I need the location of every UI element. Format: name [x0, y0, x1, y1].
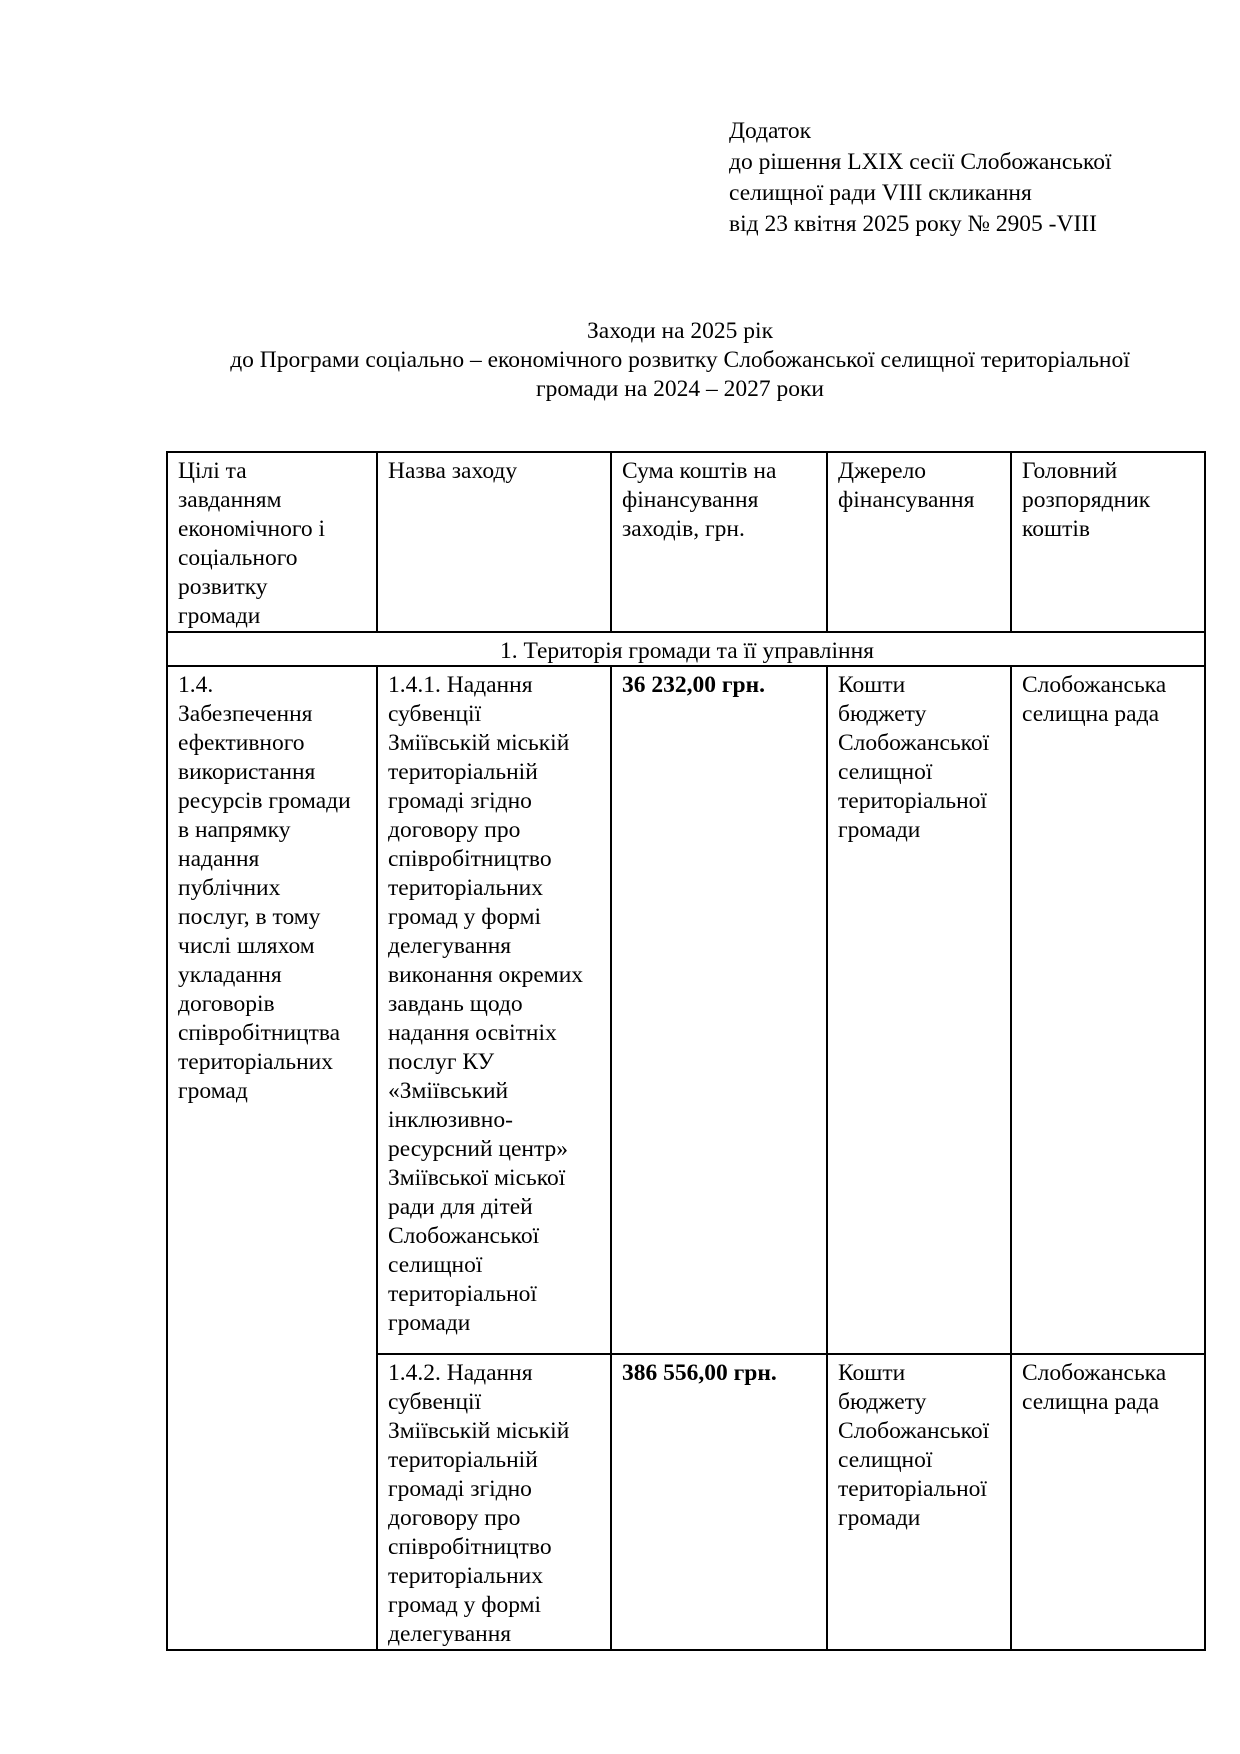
manager-cell: Слобожанська селищна рада — [1011, 1354, 1205, 1650]
title-line-3: громади на 2024 – 2027 роки — [536, 376, 824, 402]
amount-cell: 36 232,00 грн. — [611, 666, 827, 1354]
header-source: Джерело фінансування — [827, 452, 1011, 632]
measure-cell: 1.4.2. Надання субвенції Зміївській міській територіальній громаді згідно договору про співробітництво територіальних громад у формі делегування — [377, 1354, 611, 1650]
amount-cell: 386 556,00 грн. — [611, 1354, 827, 1650]
header-goals: Цілі та завданням економічного і соціального розвитку громади — [167, 452, 377, 632]
measure-cell: 1.4.1. Надання субвенції Зміївській міській територіальній громаді згідно договору про співробітництво територіальних громад у формі делегування виконання окремих завдань щодо надання освітніх послуг КУ «Зміївський інклюзивно- ресурсний центр» Зміївської міської ради для дітей Слобожанської селищної територіальної громади — [377, 666, 611, 1354]
table-header-row — [167, 452, 1205, 632]
source-cell: Кошти бюджету Слобожанської селищної територіальної громади — [827, 666, 1011, 1354]
appendix-line-2: до рішення LXIX сесії Слобожанської — [729, 149, 1112, 175]
manager-cell: Слобожанська селищна рада — [1011, 666, 1205, 1354]
source-cell: Кошти бюджету Слобожанської селищної територіальної громади — [827, 1354, 1011, 1650]
appendix-line-3: селищної ради VIII скликання — [729, 180, 1032, 206]
appendix-line-4: від 23 квітня 2025 року № 2905 -VIII — [729, 211, 1097, 237]
table-row — [167, 666, 1205, 1354]
header-measure: Назва заходу — [377, 452, 611, 632]
header-amount: Сума коштів на фінансування заходів, грн. — [611, 452, 827, 632]
header-manager: Головний розпорядник коштів — [1011, 452, 1205, 632]
title-line-2: до Програми соціально – економічного розвитку Слобожанської селищної територіальної — [230, 347, 1130, 373]
appendix-header — [729, 116, 1111, 240]
measures-table — [166, 451, 1206, 1651]
document-title — [150, 317, 1210, 404]
title-line-1: Заходи на 2025 рік — [587, 318, 773, 344]
goal-cell: 1.4. Забезпечення ефективного використання ресурсів громади в напрямку надання публічних послуг, в тому числі шляхом укладання договорів співробітництва територіальних громад — [167, 666, 377, 1650]
appendix-line-1: Додаток — [729, 118, 812, 144]
section-title: 1. Територія громади та її управління — [167, 632, 1205, 666]
section-row — [167, 632, 1205, 666]
